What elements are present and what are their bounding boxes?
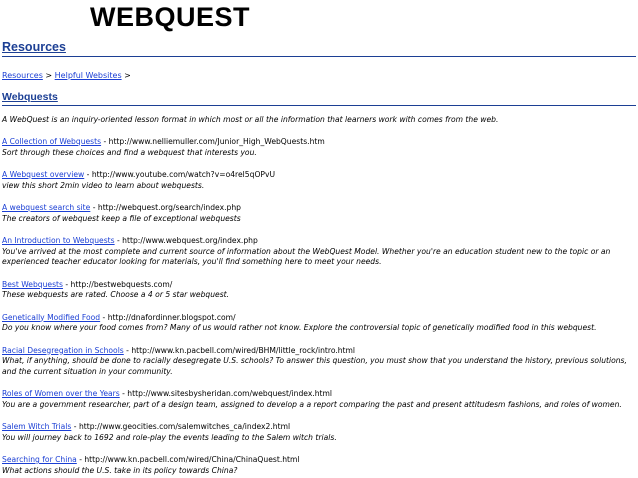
webquest-description: You've arrived at the most complete and current source of information about the WebQuest Model. Whether you're an education student new to the topic or an experienced teacher educator looking for materials, you'll find something here to meet your needs. [2, 246, 611, 266]
webquest-description: What actions should the U.S. take in its policy towards China? [2, 465, 238, 475]
webquest-description: What, if anything, should be done to racially desegregate U.S. schools? To answer this question, you must show that you understand the history, previous solutions, and the current situation in your community. [2, 356, 627, 376]
list-item [2, 280, 636, 301]
webquest-link[interactable]: Roles of Women over the Years [2, 389, 120, 398]
webquest-url: - http://www.nelliemuller.com/Junior_High_WebQuests.htm [101, 137, 325, 146]
list-item [2, 170, 636, 191]
webquest-link[interactable]: An Introduction to Webquests [2, 236, 115, 245]
webquest-url: - http://bestwebquests.com/ [62, 279, 173, 289]
list-item [2, 203, 636, 224]
list-item [2, 346, 636, 378]
intro-text: A WebQuest is an inquiry-oriented lesson format in which most or all the information that learners work with comes from the web. [2, 115, 499, 124]
list-item [2, 455, 636, 476]
breadcrumb-separator: > [121, 71, 131, 80]
list-item [2, 422, 636, 443]
webquest-url: - http://www.geocities.com/salemwitches_ca/index2.html [71, 422, 291, 431]
webquest-description: The creators of webquest keep a file of exceptional webquests [2, 213, 241, 223]
webquest-link[interactable]: Best Webquests [2, 279, 63, 289]
webquest-link[interactable]: Searching for China [2, 455, 77, 464]
breadcrumb [2, 71, 636, 80]
webquest-description: view this short 2min video to learn about webquests. [2, 180, 205, 190]
resources-divider [2, 56, 636, 57]
breadcrumb-separator: > [42, 71, 55, 80]
breadcrumb-helpful-websites-link[interactable]: Helpful Websites [54, 71, 122, 80]
webquest-description: You will journey back to 1692 and role-play the events leading to the Salem witch trials. [2, 432, 337, 442]
list-item [2, 389, 636, 410]
webquest-description: You are a government researcher, part of a design team, assigned to develop a a report comparing the past and present attitudesm fashions, and roles of women. [2, 399, 622, 409]
webquest-link[interactable]: A Collection of Webquests [2, 137, 102, 146]
webquest-link[interactable]: Salem Witch Trials [2, 422, 72, 431]
webquest-url: - http://www.kn.pacbell.com/wired/BHM/little_rock/intro.html [123, 345, 356, 355]
list-item [2, 236, 636, 268]
webquest-link[interactable]: Genetically Modified Food [2, 312, 101, 322]
webquest-url: - http://dnafordinner.blogspot.com/ [100, 312, 236, 322]
webquest-url: - http://www.youtube.com/watch?v=o4rel5qOPvU [84, 170, 276, 179]
list-item [2, 313, 636, 334]
webquest-link[interactable]: A Webquest overview [2, 170, 85, 179]
webquest-url: - http://webquest.org/search/index.php [90, 203, 241, 212]
banner-title: WEBQUEST [90, 2, 251, 32]
webquest-url: - http://www.sitesbysheridan.com/webquest/index.html [119, 389, 333, 398]
webquest-link[interactable]: Racial Desegregation in Schools [2, 345, 124, 355]
webquest-url: - http://www.webquest.org/index.php [114, 236, 258, 245]
resources-heading: Resources [2, 40, 66, 54]
webquest-description: These webquests are rated. Choose a 4 or 5 star webquest. [2, 290, 230, 299]
webquest-list [2, 137, 636, 476]
webquest-link[interactable]: A webquest search site [2, 203, 91, 212]
main-content [2, 40, 636, 476]
webquest-description: Sort through these choices and find a webquest that interests you. [2, 147, 257, 157]
webquests-divider [2, 105, 636, 106]
webquest-url: - http://www.kn.pacbell.com/wired/China/ChinaQuest.html [76, 455, 300, 464]
webquest-description: Do you know where your food comes from? Many of us would rather not know. Explore the controversial topic of genetically modified food in this webquest. [2, 323, 597, 332]
breadcrumb-resources-link[interactable]: Resources [2, 71, 43, 80]
list-item [2, 137, 636, 158]
webquests-heading: Webquests [2, 91, 58, 103]
